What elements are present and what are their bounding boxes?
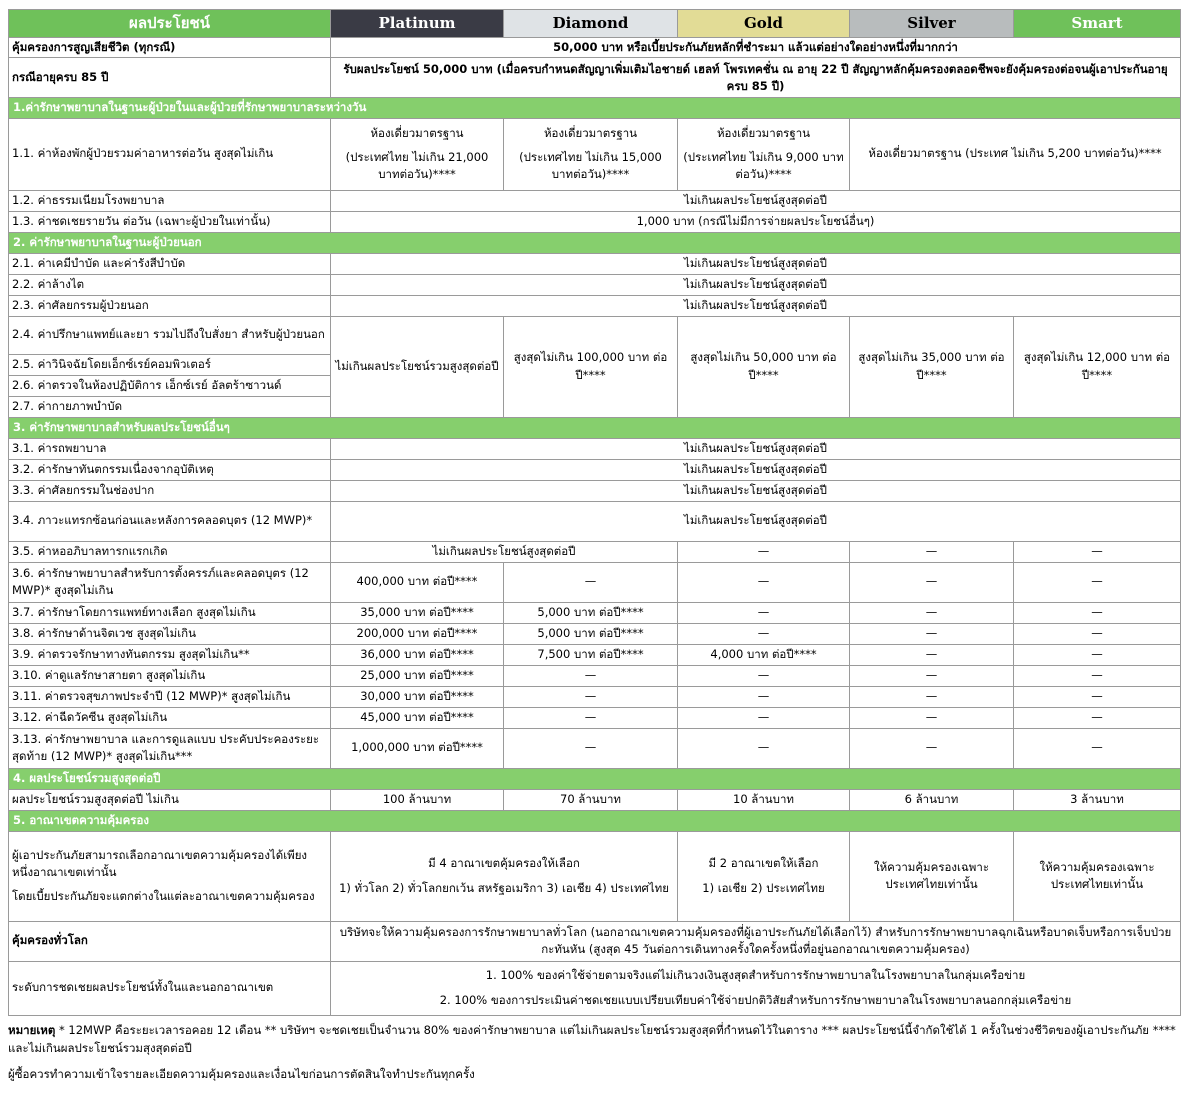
section-header-3 [9,417,1181,438]
dash: — [504,665,678,686]
area-gold [678,831,850,921]
death-value: 50,000 บาท หรือเบี้ยประกันภัยหลักที่ชำระมา แล้วแต่อย่างใดอย่างหนึ่งที่มากกว่า [331,38,1181,58]
value-platinum: 36,000 บาท ต่อปี**** [331,644,504,665]
row-label: 1.1. ค่าห้องพักผู้ป่วยรวมค่าอาหารต่อวัน สูงสุดไม่เกิน [9,118,331,190]
value-diamond: 70 ล้านบาท [504,789,678,810]
table-row [9,38,1181,58]
row-label: 3.6. ค่ารักษาพยาบาลสำหรับการตั้งครรภ์และคลอดบุตร (12 MWP)* สูงสุดไม่เกิน [9,562,331,602]
table-row [9,728,1181,768]
row-label: 3.13. ค่ารักษาพยาบาล และการดูแลแบบ ประคับประคองระยะสุดท้าย (12 MWP)* สูงสุดไม่เกิน*** [9,728,331,768]
row-value: ไม่เกินผลประโยชน์สูงสุดต่อปี [331,501,1181,541]
row-label: 2.6. ค่าตรวจในห้องปฏิบัติการ เอ็กซ์เรย์ อัลตร้าซาวนด์ [9,375,331,396]
dash: — [1014,541,1181,562]
table-row [9,789,1181,810]
row-label: 3.12. ค่าฉีดวัคซีน สูงสุดไม่เกิน [9,707,331,728]
table-row [9,501,1181,541]
dash: — [678,602,850,623]
section-title: 5. อาณาเขตความคุ้มครอง [9,810,1181,831]
footnote-text [8,1022,1180,1058]
room-type: ห้องเดี่ยวมาตรฐาน [543,125,638,140]
row-value: ไม่เกินผลประโยชน์สูงสุดต่อปี [331,459,1181,480]
dash: — [850,562,1014,602]
header-silver: Silver [850,10,1014,38]
table-row [9,295,1181,316]
dash: — [850,541,1014,562]
coverage-area-label [9,831,331,921]
level-network: 1. 100% ของค่าใช้จ่ายตามจริงแต่ไม่เกินวงเงินสูงสุดสำหรับการรักษาพยาบาลในโรงพยาบาลในกลุ่มเครือข่าย [485,968,1026,983]
value-diamond: 5,000 บาท ต่อปี**** [504,602,678,623]
room-type: ห้องเดี่ยวมาตรฐาน [370,125,464,140]
section-title: 3. ค่ารักษาพยาบาลสำหรับผลประโยชน์อื่นๆ [9,417,1181,438]
table-row [9,562,1181,602]
dash: — [678,623,850,644]
dash: — [850,728,1014,768]
level-non-network: 2. 100% ของการประเมินค่าชดเชยแบบเปรียบเทียบค่าใช้จ่ายปกติวิสัยสำหรับการรักษาพยาบาลในโรงพยาบาลนอกกลุ่มเครือข่าย [439,992,1072,1007]
section-title: 4. ผลประโยชน์รวมสูงสุดต่อปี [9,768,1181,789]
row-value: ไม่เกินผลประโยชน์สูงสุดต่อปี [331,541,678,562]
header-smart: Smart [1014,10,1181,38]
dash: — [504,562,678,602]
table-row [9,921,1181,961]
value-silver: 6 ล้านบาท [850,789,1014,810]
outpatient-smart: สูงสุดไม่เกิน 12,000 บาท ต่อปี**** [1014,316,1181,417]
dash: — [850,707,1014,728]
table-row [9,602,1181,623]
table-row [9,459,1181,480]
row-label: 3.7. ค่ารักษาโดยการแพทย์ทางเลือก สูงสุดไม่เกิน [9,602,331,623]
coverage-area-note: ผู้เอาประกันภัยสามารถเลือกอาณาเขตความคุ้มครองได้เพียงหนึ่งอาณาเขตเท่านั้น [12,847,308,879]
header-gold: Gold [678,10,850,38]
room-cell-gold [678,118,850,190]
coverage-area-premium-note: โดยเบี้ยประกันภัยจะแตกต่างในแต่ละอาณาเขตความคุ้มครอง [12,889,315,904]
section-title: 1.ค่ารักษาพยาบาลในฐานะผู้ป่วยในและผู้ป่วยที่รักษาพยาบาลระหว่างวัน [9,98,1181,118]
table-row [9,190,1181,211]
row-value: ไม่เกินผลประโยชน์สูงสุดต่อปี [331,295,1181,316]
row-label: 1.2. ค่าธรรมเนียมโรงพยาบาล [9,190,331,211]
row-label: 3.4. ภาวะแทรกซ้อนก่อนและหลังการคลอดบุตร (12 MWP)* [9,501,331,541]
row-value: ไม่เกินผลประโยชน์สูงสุดต่อปี [331,480,1181,501]
value-diamond: 5,000 บาท ต่อปี**** [504,623,678,644]
value-platinum: 400,000 บาท ต่อปี**** [331,562,504,602]
table-row [9,831,1181,921]
row-label: 2.5. ค่าวินิจฉัยโดยเอ็กซ์เรย์คอมพิวเตอร์ [9,354,331,375]
footnotes [8,1022,1180,1083]
death-label: คุ้มครองการสูญเสียชีวิต (ทุกรณี) [9,38,331,58]
dash: — [1014,562,1181,602]
dash: — [1014,728,1181,768]
row-value: ไม่เกินผลประโยชน์สูงสุดต่อปี [331,274,1181,295]
benefits-table-wrapper [8,9,1180,1016]
level-label: ระดับการชดเชยผลประโยชน์ทั้งในและนอกอาณาเขต [9,961,331,1015]
area-silver: ให้ความคุ้มครองเฉพาะประเทศไทยเท่านั้น [850,831,1014,921]
area-platinum-diamond [331,831,678,921]
row-label: 2.2. ค่าล้างไต [9,274,331,295]
table-row [9,961,1181,1015]
outpatient-diamond: สูงสุดไม่เกิน 100,000 บาท ต่อปี**** [504,316,678,417]
plan-header-row [9,10,1181,38]
area-count: มี 4 อาณาเขตคุ้มครองให้เลือก [428,856,580,871]
table-row [9,623,1181,644]
dash: — [850,686,1014,707]
dash: — [504,707,678,728]
table-row [9,253,1181,274]
row-label: 2.3. ค่าศัลยกรรมผู้ป่วยนอก [9,295,331,316]
table-row [9,211,1181,232]
area-list: 1) ทั่วโลก 2) ทั่วโลกยกเว้น สหรัฐอเมริกา 3) เอเชีย 4) ประเทศไทย [339,880,669,895]
value-gold: 10 ล้านบาท [678,789,850,810]
row-label: 3.8. ค่ารักษาด้านจิตเวช สูงสุดไม่เกิน [9,623,331,644]
value-platinum: 45,000 บาท ต่อปี**** [331,707,504,728]
header-benefit: ผลประโยชน์ [9,10,331,38]
section-header-4 [9,768,1181,789]
dash: — [504,686,678,707]
purchase-advice: ผู้ซื้อควรทำความเข้าใจรายละเอียดความคุ้มครองและเงื่อนไขก่อนการตัดสินใจทำประกันทุกครั้ง [8,1066,475,1081]
footnote-label: หมายเหตุ [8,1023,56,1037]
dash: — [678,665,850,686]
section-header-1 [9,98,1181,118]
section-title: 2. ค่ารักษาพยาบาลในฐานะผู้ป่วยนอก [9,232,1181,253]
row-label: 2.7. ค่ากายภาพบำบัด [9,396,331,417]
row-label: 1.3. ค่าชดเชยรายวัน ต่อวัน (เฉพาะผู้ป่วยในเท่านั้น) [9,211,331,232]
area-smart: ให้ความคุ้มครองเฉพาะประเทศไทยเท่านั้น [1014,831,1181,921]
outpatient-gold: สูงสุดไม่เกิน 50,000 บาท ต่อปี**** [678,316,850,417]
area-list: 1) เอเชีย 2) ประเทศไทย [702,880,825,895]
header-platinum: Platinum [331,10,504,38]
room-cell-platinum [331,118,504,190]
age85-label: กรณีอายุครบ 85 ปี [9,58,331,98]
value-diamond: 7,500 บาท ต่อปี**** [504,644,678,665]
value-platinum: 200,000 บาท ต่อปี**** [331,623,504,644]
table-row [9,644,1181,665]
row-label: 3.9. ค่าตรวจรักษาทางทันตกรรม สูงสุดไม่เกิน** [9,644,331,665]
row-label: 3.5. ค่าหออภิบาลทารกแรกเกิด [9,541,331,562]
dash: — [850,665,1014,686]
room-cell-diamond [504,118,678,190]
dash: — [850,623,1014,644]
area-count: มี 2 อาณาเขตให้เลือก [708,856,819,871]
room-limit: (ประเทศไทย ไม่เกิน 21,000 บาทต่อวัน)**** [345,149,489,182]
row-label: 3.10. ค่าดูแลรักษาสายตา สูงสุดไม่เกิน [9,665,331,686]
dash: — [1014,707,1181,728]
age85-value: รับผลประโยชน์ 50,000 บาท (เมื่อครบกำหนดสัญญาเพิ่มเติมไอชายด์ เฮลท์ โพรเทคชั่น ณ อายุ 22 ปี สัญญาหลักคุ้มครองตลอดชีพจะยังคุ้มครองต่อจนผู้เอาประกันอายุครบ 85 ปี) [331,58,1181,98]
benefits-table [8,9,1181,1016]
dash: — [1014,665,1181,686]
outpatient-platinum: ไม่เกินผลประโยชน์รวมสูงสุดต่อปี [331,316,504,417]
footnote-body: * 12MWP คือระยะเวลารอคอย 12 เดือน ** บริษัทฯ จะชดเชยเป็นจำนวน 80% ของค่ารักษาพยาบาล แต่ไม่เกินผลประโยชน์รวมสูงสุดที่กำหนดไว้ในตาราง *** ผลประโยชน์นี้จำกัดใช้ได้ 1 ครั้งในช่วงชีวิตของผู้เอาประกันภัย **** และไม่เกินผลประโยชน์รวมสุงสุดต่อปี [8,1023,1176,1055]
table-row [9,438,1181,459]
dash: — [1014,623,1181,644]
row-label: 3.11. ค่าตรวจสุขภาพประจำปี (12 MWP)* สูงสุดไม่เกิน [9,686,331,707]
value-platinum: 30,000 บาท ต่อปี**** [331,686,504,707]
value-platinum: 100 ล้านบาท [331,789,504,810]
table-row [9,686,1181,707]
value-platinum: 1,000,000 บาท ต่อปี**** [331,728,504,768]
header-diamond: Diamond [504,10,678,38]
dash: — [678,562,850,602]
room-limit: (ประเทศไทย ไม่เกิน 15,000 บาทต่อวัน)**** [519,149,662,182]
level-value [331,961,1181,1015]
dash: — [1014,644,1181,665]
dash: — [850,602,1014,623]
row-value: 1,000 บาท (กรณีไม่มีการจ่ายผลประโยชน์อื่นๆ) [331,211,1181,232]
dash: — [504,728,678,768]
row-label: 3.3. ค่าศัลยกรรมในช่องปาก [9,480,331,501]
section-header-5 [9,810,1181,831]
table-row [9,274,1181,295]
room-type: ห้องเดี่ยวมาตรฐาน [716,125,811,140]
worldwide-label: คุ้มครองทั่วโลก [9,921,331,961]
row-label: ผลประโยชน์รวมสูงสุดต่อปี ไม่เกิน [9,789,331,810]
dash: — [678,541,850,562]
row-label: 2.4. ค่าปรึกษาแพทย์และยา รวมไปถึงใบสั่งยา สำหรับผู้ป่วยนอก [9,316,331,354]
row-value: ไม่เกินผลประโยชน์สูงสุดต่อปี [331,190,1181,211]
dash: — [678,707,850,728]
outpatient-silver: สูงสุดไม่เกิน 35,000 บาท ต่อปี**** [850,316,1014,417]
row-label: 3.2. ค่ารักษาทันตกรรมเนื่องจากอุบัติเหตุ [9,459,331,480]
table-row [9,707,1181,728]
section-header-2 [9,232,1181,253]
dash: — [1014,602,1181,623]
value-platinum: 35,000 บาท ต่อปี**** [331,602,504,623]
dash: — [678,686,850,707]
dash: — [850,644,1014,665]
table-row [9,665,1181,686]
room-cell-silver-smart: ห้องเดี่ยวมาตรฐาน (ประเทศ ไม่เกิน 5,200 บาทต่อวัน)**** [850,118,1181,190]
value-gold: 4,000 บาท ต่อปี**** [678,644,850,665]
table-row [9,316,1181,354]
table-row [9,541,1181,562]
worldwide-value: บริษัทจะให้ความคุ้มครองการรักษาพยาบาลทั่วโลก (นอกอาณาเขตความคุ้มครองที่ผู้เอาประกันภัยได้เลือกไว้) สำหรับการรักษาพยาบาลฉุกเฉินหรือบาดเจ็บหรือการเจ็บป่วยกะทันหัน (สูงสุด 45 วันต่อการเดินทางครั้งใดครั้งหนึ่งที่อยู่นอกอาณาเขตความคุ้มครอง) [331,921,1181,961]
table-row [9,480,1181,501]
value-platinum: 25,000 บาท ต่อปี**** [331,665,504,686]
table-row [9,118,1181,190]
row-label: 2.1. ค่าเคมีบำบัด และค่ารังสีบำบัด [9,253,331,274]
dash: — [1014,686,1181,707]
value-smart: 3 ล้านบาท [1014,789,1181,810]
dash: — [678,728,850,768]
room-limit: (ประเทศไทย ไม่เกิน 9,000 บาทต่อวัน)**** [683,149,844,182]
table-row [9,58,1181,98]
row-value: ไม่เกินผลประโยชน์สูงสุดต่อปี [331,253,1181,274]
row-label: 3.1. ค่ารถพยาบาล [9,438,331,459]
row-value: ไม่เกินผลประโยชน์สูงสุดต่อปี [331,438,1181,459]
